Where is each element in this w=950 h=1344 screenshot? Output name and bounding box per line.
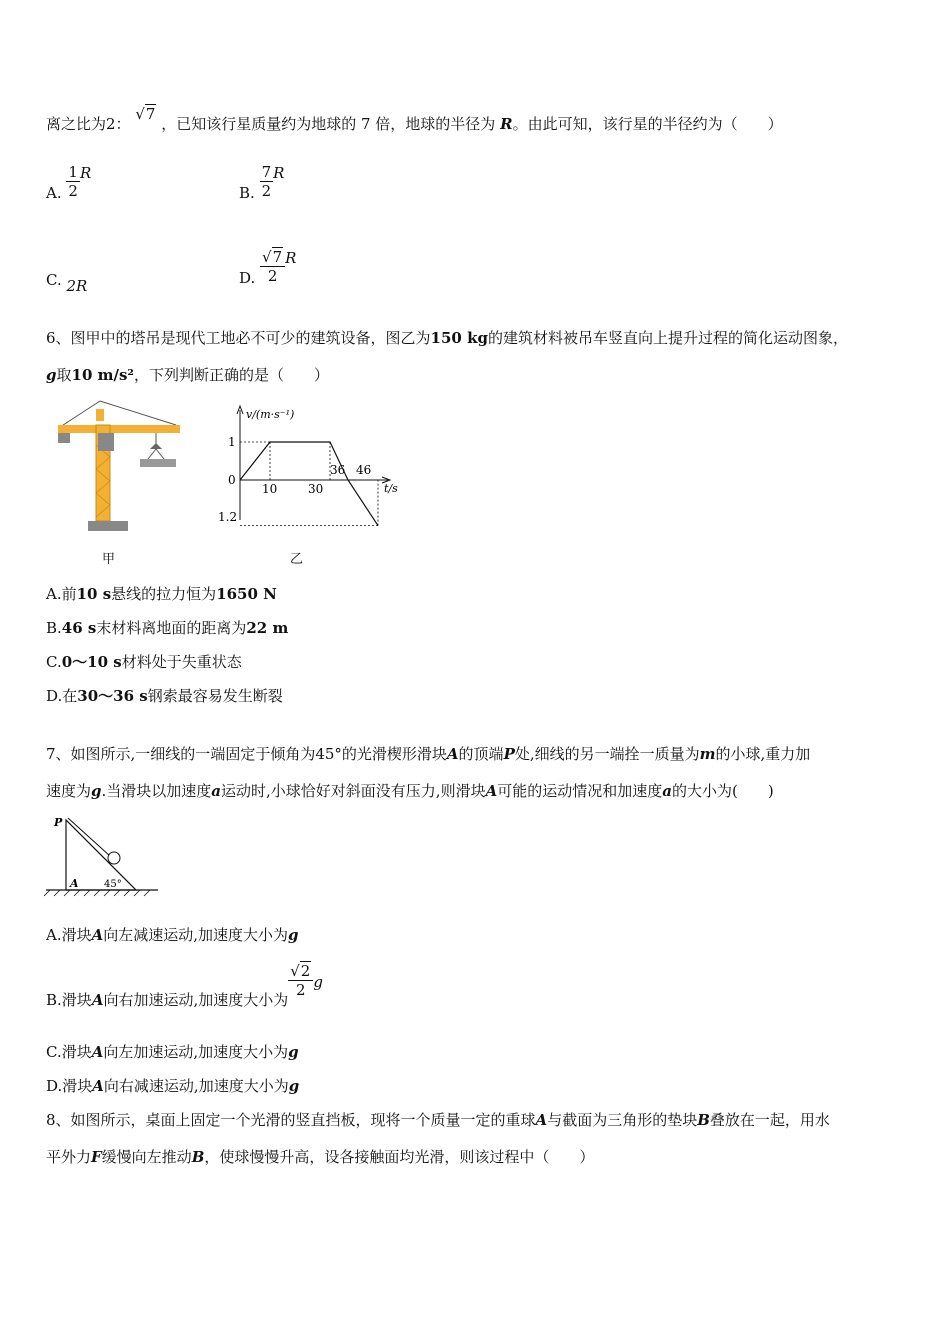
q7-stem-line2: 速度为g.当滑块以加速度a运动时,小球恰好对斜面没有压力,则滑块A可能的运动情况和加速度a的大小为( ) [46,782,774,800]
fig-label-a: A [70,877,79,890]
y-tick-neg: 1.2 [218,510,238,524]
fraction: $\frac{√7}{2}$ [260,248,285,285]
x-axis-label: t/s [384,482,398,495]
fraction: $\frac{7}{2}$ [261,163,272,200]
q5-option-c[interactable]: C. 2R [46,271,88,295]
q7-stem-line1: 7、如图所示,一细线的一端固定于倾角为45°的光滑楔形滑块A的顶端P处,细线的另一端拴一质量为m的小球,重力加 [46,745,811,763]
q5-option-b[interactable]: B. $\frac{7}{2}$ R [239,163,285,202]
q6-option-d[interactable]: D.在30～36 s钢索最容易发生断裂 [46,687,283,705]
y-axis-label: v/(m·s⁻¹) [246,408,295,421]
q7-option-d[interactable]: D.滑块A向右减速运动,加速度大小为g [46,1077,300,1095]
fig-label-yi: 乙 [290,552,304,567]
q6-option-a[interactable]: A.前10 s悬线的拉力恒为1650 N [46,585,277,603]
x-tick-46: 46 [356,463,372,477]
fraction: $\frac{1}{2}$ [68,163,78,200]
q6-stem-line1: 6、图甲中的塔吊是现代工地必不可少的建筑设备，图乙为150 kg的建筑材料被吊车竖直向上提升过程的简化运动图象， [46,329,848,347]
tower-crane-figure [52,395,182,535]
q7-option-a[interactable]: A.滑块A向左减速运动,加速度大小为g [46,926,299,944]
fig-label-jia: 甲 [102,552,116,567]
y-tick-0: 0 [228,473,236,487]
fig-label-p: P [54,816,63,829]
q8-stem-line2: 平外力F缓慢向左推动B，使球慢慢升高，设各接触面均光滑，则该过程中（ ） [46,1148,595,1166]
wedge-figure [44,812,164,898]
fraction: $\frac{√2}{2}$ [288,962,313,999]
x-tick-36: 36 [330,463,346,477]
q5-option-a[interactable]: A. $\frac{1}{2}$ R [46,163,92,202]
q7-option-b[interactable]: B.滑块A向右加速运动,加速度大小为 $\frac{√2}{2}$ g [46,962,323,1009]
sqrt-7: √7 [135,105,156,123]
fig-label-angle: 45° [104,879,122,890]
q6-option-c[interactable]: C.0～10 s材料处于失重状态 [46,653,242,671]
q8-stem-line1: 8、如图所示，桌面上固定一个光滑的竖直挡板，现将一个质量一定的重球A与截面为三角形的垫块B叠放在一起，用水 [46,1111,830,1129]
x-tick-30: 30 [308,482,324,496]
q7-option-c[interactable]: C.滑块A向左加速运动,加速度大小为g [46,1043,299,1061]
vt-chart [210,400,410,530]
y-tick-1: 1 [228,435,236,449]
q6-stem-line2: g取10 m/s²，下列判断正确的是（ ） [46,366,329,384]
q5-stem: 离之比为2： √7 ，已知该行星质量约为地球的 7 倍，地球的半径为 R。由此可知，该行星的半径约为（ ） [46,105,783,133]
x-tick-10: 10 [262,482,278,496]
q6-option-b[interactable]: B.46 s末材料离地面的距离为22 m [46,619,289,637]
q5-option-d[interactable]: D. $\frac{√7}{2}$ R [239,248,297,287]
